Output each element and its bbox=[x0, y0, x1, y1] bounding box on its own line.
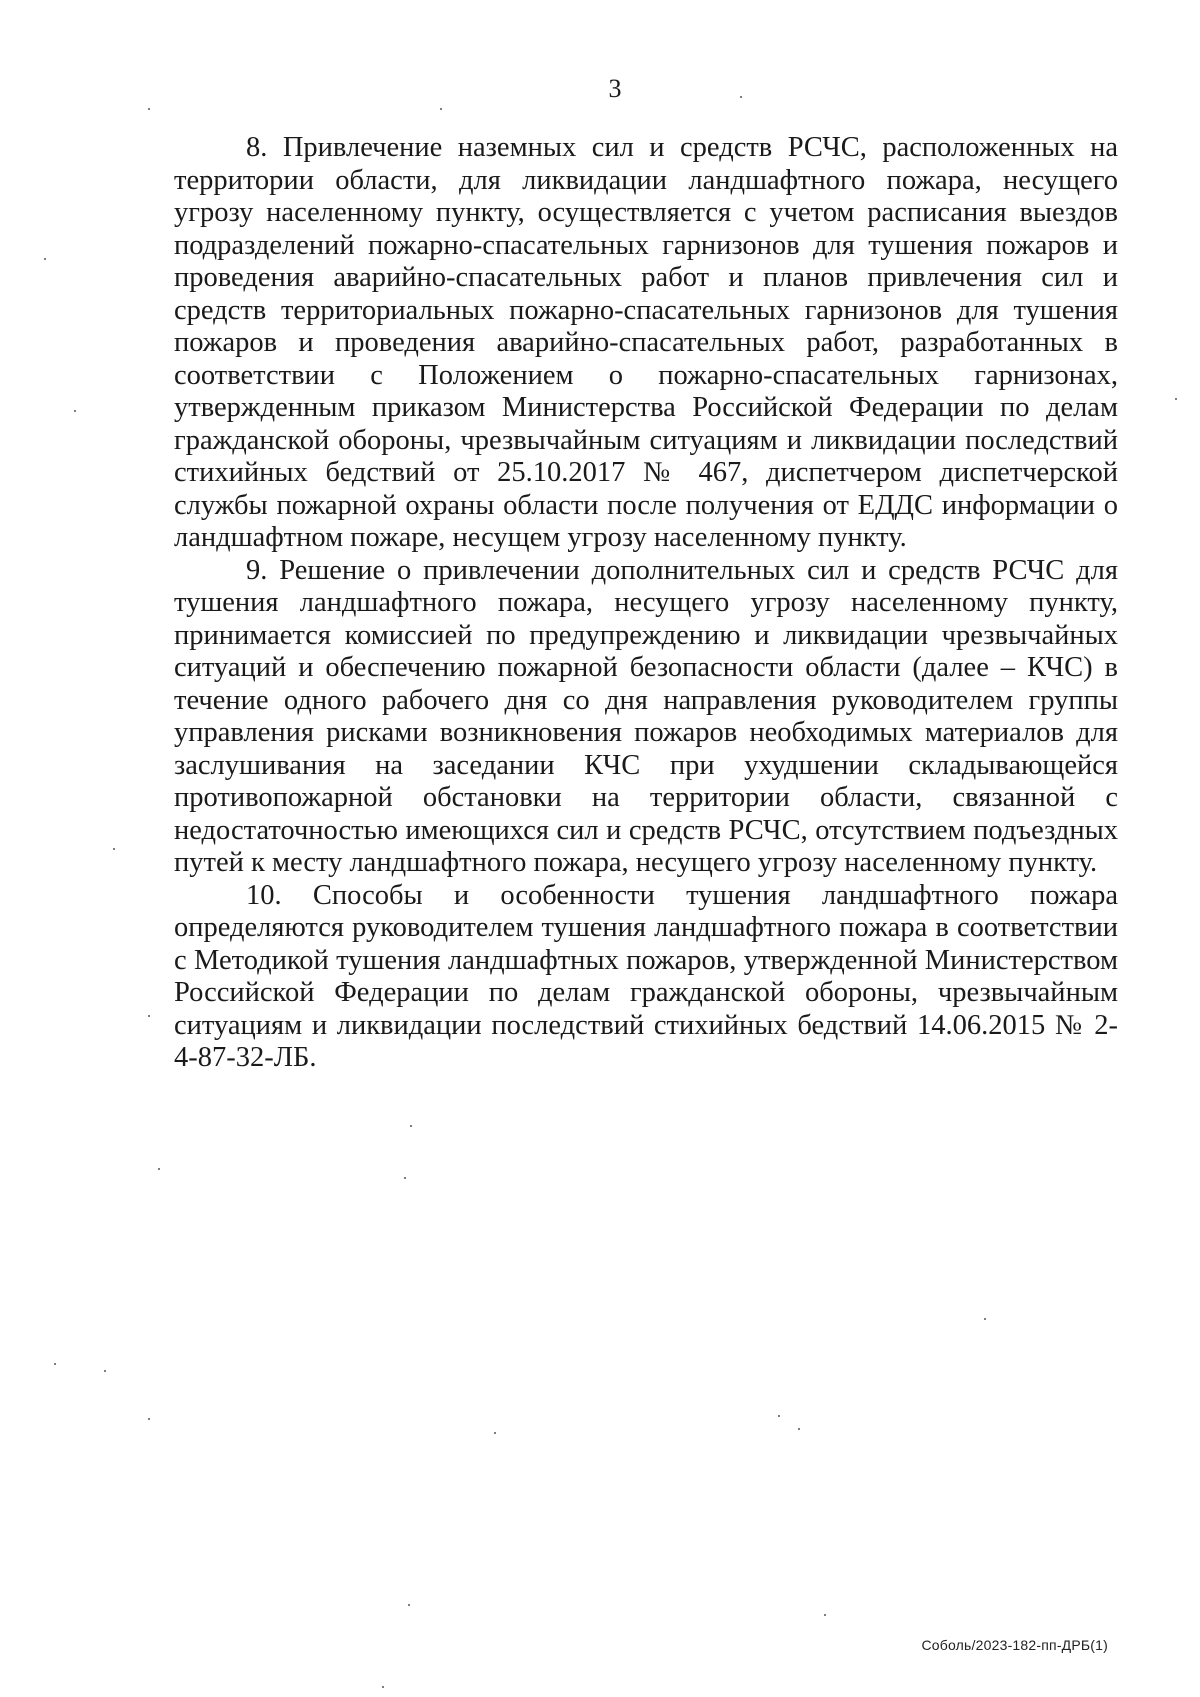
scan-speck bbox=[494, 1432, 496, 1434]
document-registration-code: Соболь/2023-182-пп-ДРБ(1) bbox=[921, 1637, 1108, 1653]
scan-speck bbox=[104, 1370, 106, 1372]
scan-speck bbox=[44, 258, 46, 260]
scan-speck bbox=[158, 1168, 160, 1170]
scan-speck bbox=[148, 1015, 150, 1017]
scan-speck bbox=[408, 1604, 410, 1606]
scan-speck bbox=[1175, 398, 1177, 400]
paragraph-9: 9. Решение о привлечении дополнительных сил и средств РСЧС для тушения ландшафтного пожара, несущего угрозу населенному пункту, принимается комиссией по предупреждению и ликвидации чрезвычайных ситуаций и обеспечению пожарной безопасности области (далее – КЧС) в течение одного рабочего дня со дня направления руководителем группы управления рисками возникновения пожаров необходимых материалов для заслушивания на заседании КЧС при ухудшении складывающейся противопожарной обстановки на территории области, связанной с недостаточностью имеющихся сил и средств РСЧС, отсутствием подъездных путей к месту ландшафтного пожара, несущего угрозу населенному пункту. bbox=[174, 554, 1118, 878]
scan-speck bbox=[984, 1318, 986, 1320]
scan-speck bbox=[148, 108, 150, 110]
paragraph-10: 10. Способы и особенности тушения ландшафтного пожара определяются руководителем тушения ландшафтного пожара в соответствии с Методикой тушения ландшафтных пожаров, утвержденной Министерством Российской Федерации по делам гражданской обороны, чрезвычайным ситуациям и ликвидации последствий стихийных бедствий 14.06.2015 № 2-4-87-32-ЛБ. bbox=[174, 879, 1118, 1073]
scan-speck bbox=[778, 1415, 780, 1417]
scan-speck bbox=[74, 410, 76, 412]
scan-speck bbox=[410, 1125, 412, 1127]
scan-speck bbox=[740, 96, 742, 98]
scan-speck bbox=[148, 1418, 150, 1420]
scan-speck bbox=[382, 1686, 384, 1688]
scan-speck bbox=[798, 1428, 800, 1430]
document-body bbox=[174, 132, 1118, 1075]
scan-speck bbox=[824, 1614, 826, 1616]
paragraph-8: 8. Привлечение наземных сил и средств РСЧС, расположенных на территории области, для ликвидации ландшафтного пожара, несущего угрозу населенному пункту, осуществляется с учетом расписания выездов подразделений пожарно-спасательных гарнизонов для тушения пожаров и проведения аварийно-спасательных работ и планов привлечения сил и средств территориальных пожарно-спасательных гарнизонов для тушения пожаров и проведения аварийно-спасательных работ, разработанных в соответствии с Положением о пожарно-спасательных гарнизонах, утвержденным приказом Министерства Российской Федерации по делам гражданской обороны, чрезвычайным ситуациям и ликвидации последствий стихийных бедствий от 25.10.2017 № 467, диспетчером диспетчерской службы пожарной охраны области после получения от ЕДДС информации о ландшафтном пожаре, несущем угрозу населенному пункту. bbox=[174, 132, 1118, 553]
scan-speck bbox=[113, 848, 115, 850]
scan-speck bbox=[54, 1363, 56, 1365]
scan-speck bbox=[440, 108, 442, 110]
scan-speck bbox=[404, 1177, 406, 1179]
page-number: 3 bbox=[608, 74, 622, 103]
